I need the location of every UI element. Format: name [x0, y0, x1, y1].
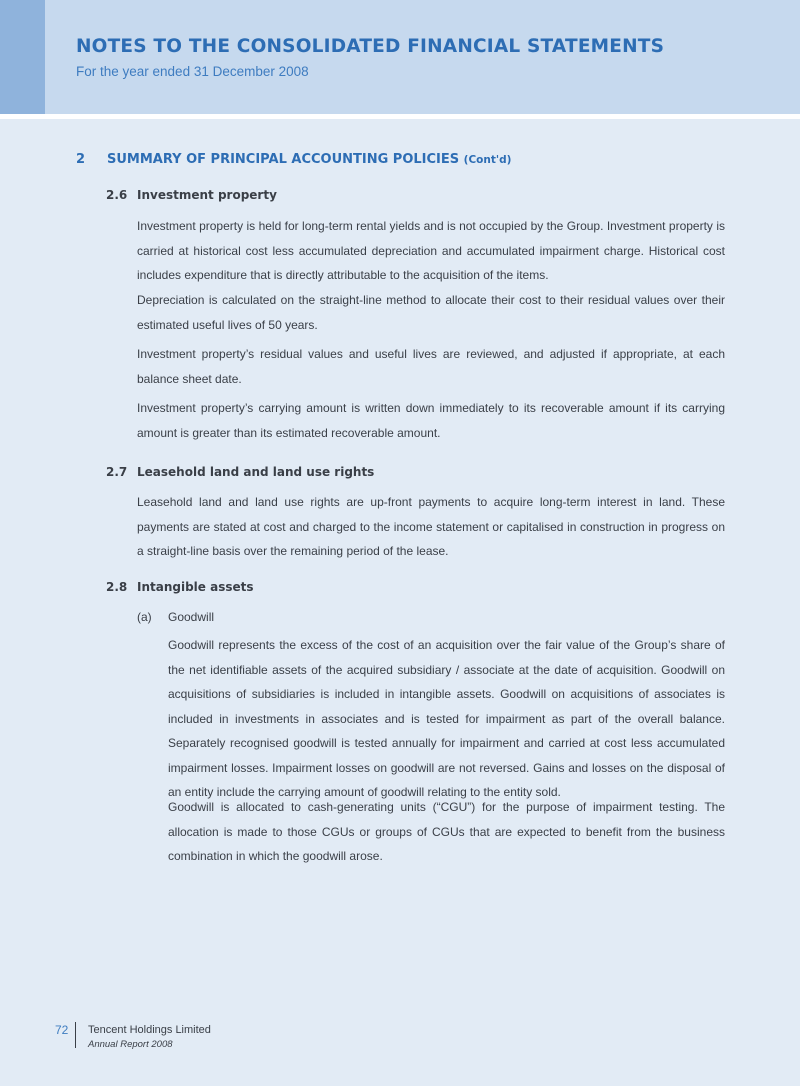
footer-company: Tencent Holdings Limited	[88, 1024, 211, 1036]
paragraph: Investment property is held for long-term rental yields and is not occupied by the Group. Investment property is carried at historical cost less accumulated depreciation and accumulated impairment charge. Historical cost includes expenditure that is directly attributable to the acquisition of the items.	[137, 219, 725, 282]
page-title: NOTES TO THE CONSOLIDATED FINANCIAL STATEMENTS	[76, 36, 665, 57]
section-heading	[76, 152, 511, 167]
paragraph: Leasehold land and land use rights are up-front payments to acquire long-term interest in land. These payments are stated at cost and charged to the income statement or capitalised in construction in progress on a straight-line basis over the remaining period of the lease.	[137, 495, 725, 558]
header-divider	[0, 114, 800, 119]
paragraph: Goodwill represents the excess of the cost of an acquisition over the fair value of the Group’s share of the net identifiable assets of the acquired subsidiary / associate at the date of acquisition. Goodwill on acquisitions of subsidiaries is included in intangible assets. Goodwill on acquisitions of associates is included in investments in associates and is tested for impairment as part of the overall balance. Separately recognised goodwill is tested annually for impairment and carried at cost less accumulated impairment losses. Impairment losses on goodwill are not reversed. Gains and losses on the disposal of an entity include the carrying amount of goodwill relating to the entity sold.	[168, 638, 725, 799]
subsection-heading-leasehold-land	[106, 465, 374, 479]
page-number: 72	[55, 1023, 69, 1037]
paragraph: Investment property’s residual values and useful lives are reviewed, and adjusted if appropriate, at each balance sheet date.	[137, 347, 725, 386]
subsection-heading-investment-property	[106, 188, 277, 202]
footer-report: Annual Report 2008	[88, 1039, 173, 1050]
subsection-title: Leasehold land and land use rights	[137, 465, 375, 479]
subsection-heading-intangible-assets	[106, 580, 254, 594]
header-accent-tab	[0, 0, 45, 114]
item-title: Goodwill	[168, 610, 215, 624]
item-label: (a)	[137, 610, 152, 624]
section-continued: (Cont'd)	[463, 154, 512, 166]
paragraph: Depreciation is calculated on the straight-line method to allocate their cost to their residual values over their estimated useful lives of 50 years.	[137, 293, 725, 332]
footer-divider	[75, 1022, 76, 1048]
subsection-number: 2.6	[106, 188, 128, 202]
subsection-number: 2.7	[106, 465, 128, 479]
paragraph: Investment property’s carrying amount is written down immediately to its recoverable amount if its carrying amount is greater than its estimated recoverable amount.	[137, 401, 725, 440]
paragraph: Goodwill is allocated to cash-generating units (“CGU”) for the purpose of impairment testing. The allocation is made to those CGUs or groups of CGUs that are expected to benefit from the business combination in which the goodwill arose.	[168, 800, 725, 863]
page-subtitle: For the year ended 31 December 2008	[76, 64, 309, 79]
item-heading-goodwill	[137, 610, 214, 624]
subsection-number: 2.8	[106, 580, 128, 594]
section-title: SUMMARY OF PRINCIPAL ACCOUNTING POLICIES	[107, 152, 460, 167]
subsection-title: Intangible assets	[137, 580, 254, 594]
subsection-title: Investment property	[137, 188, 277, 202]
section-number: 2	[76, 152, 86, 167]
page-header-band	[0, 0, 800, 114]
